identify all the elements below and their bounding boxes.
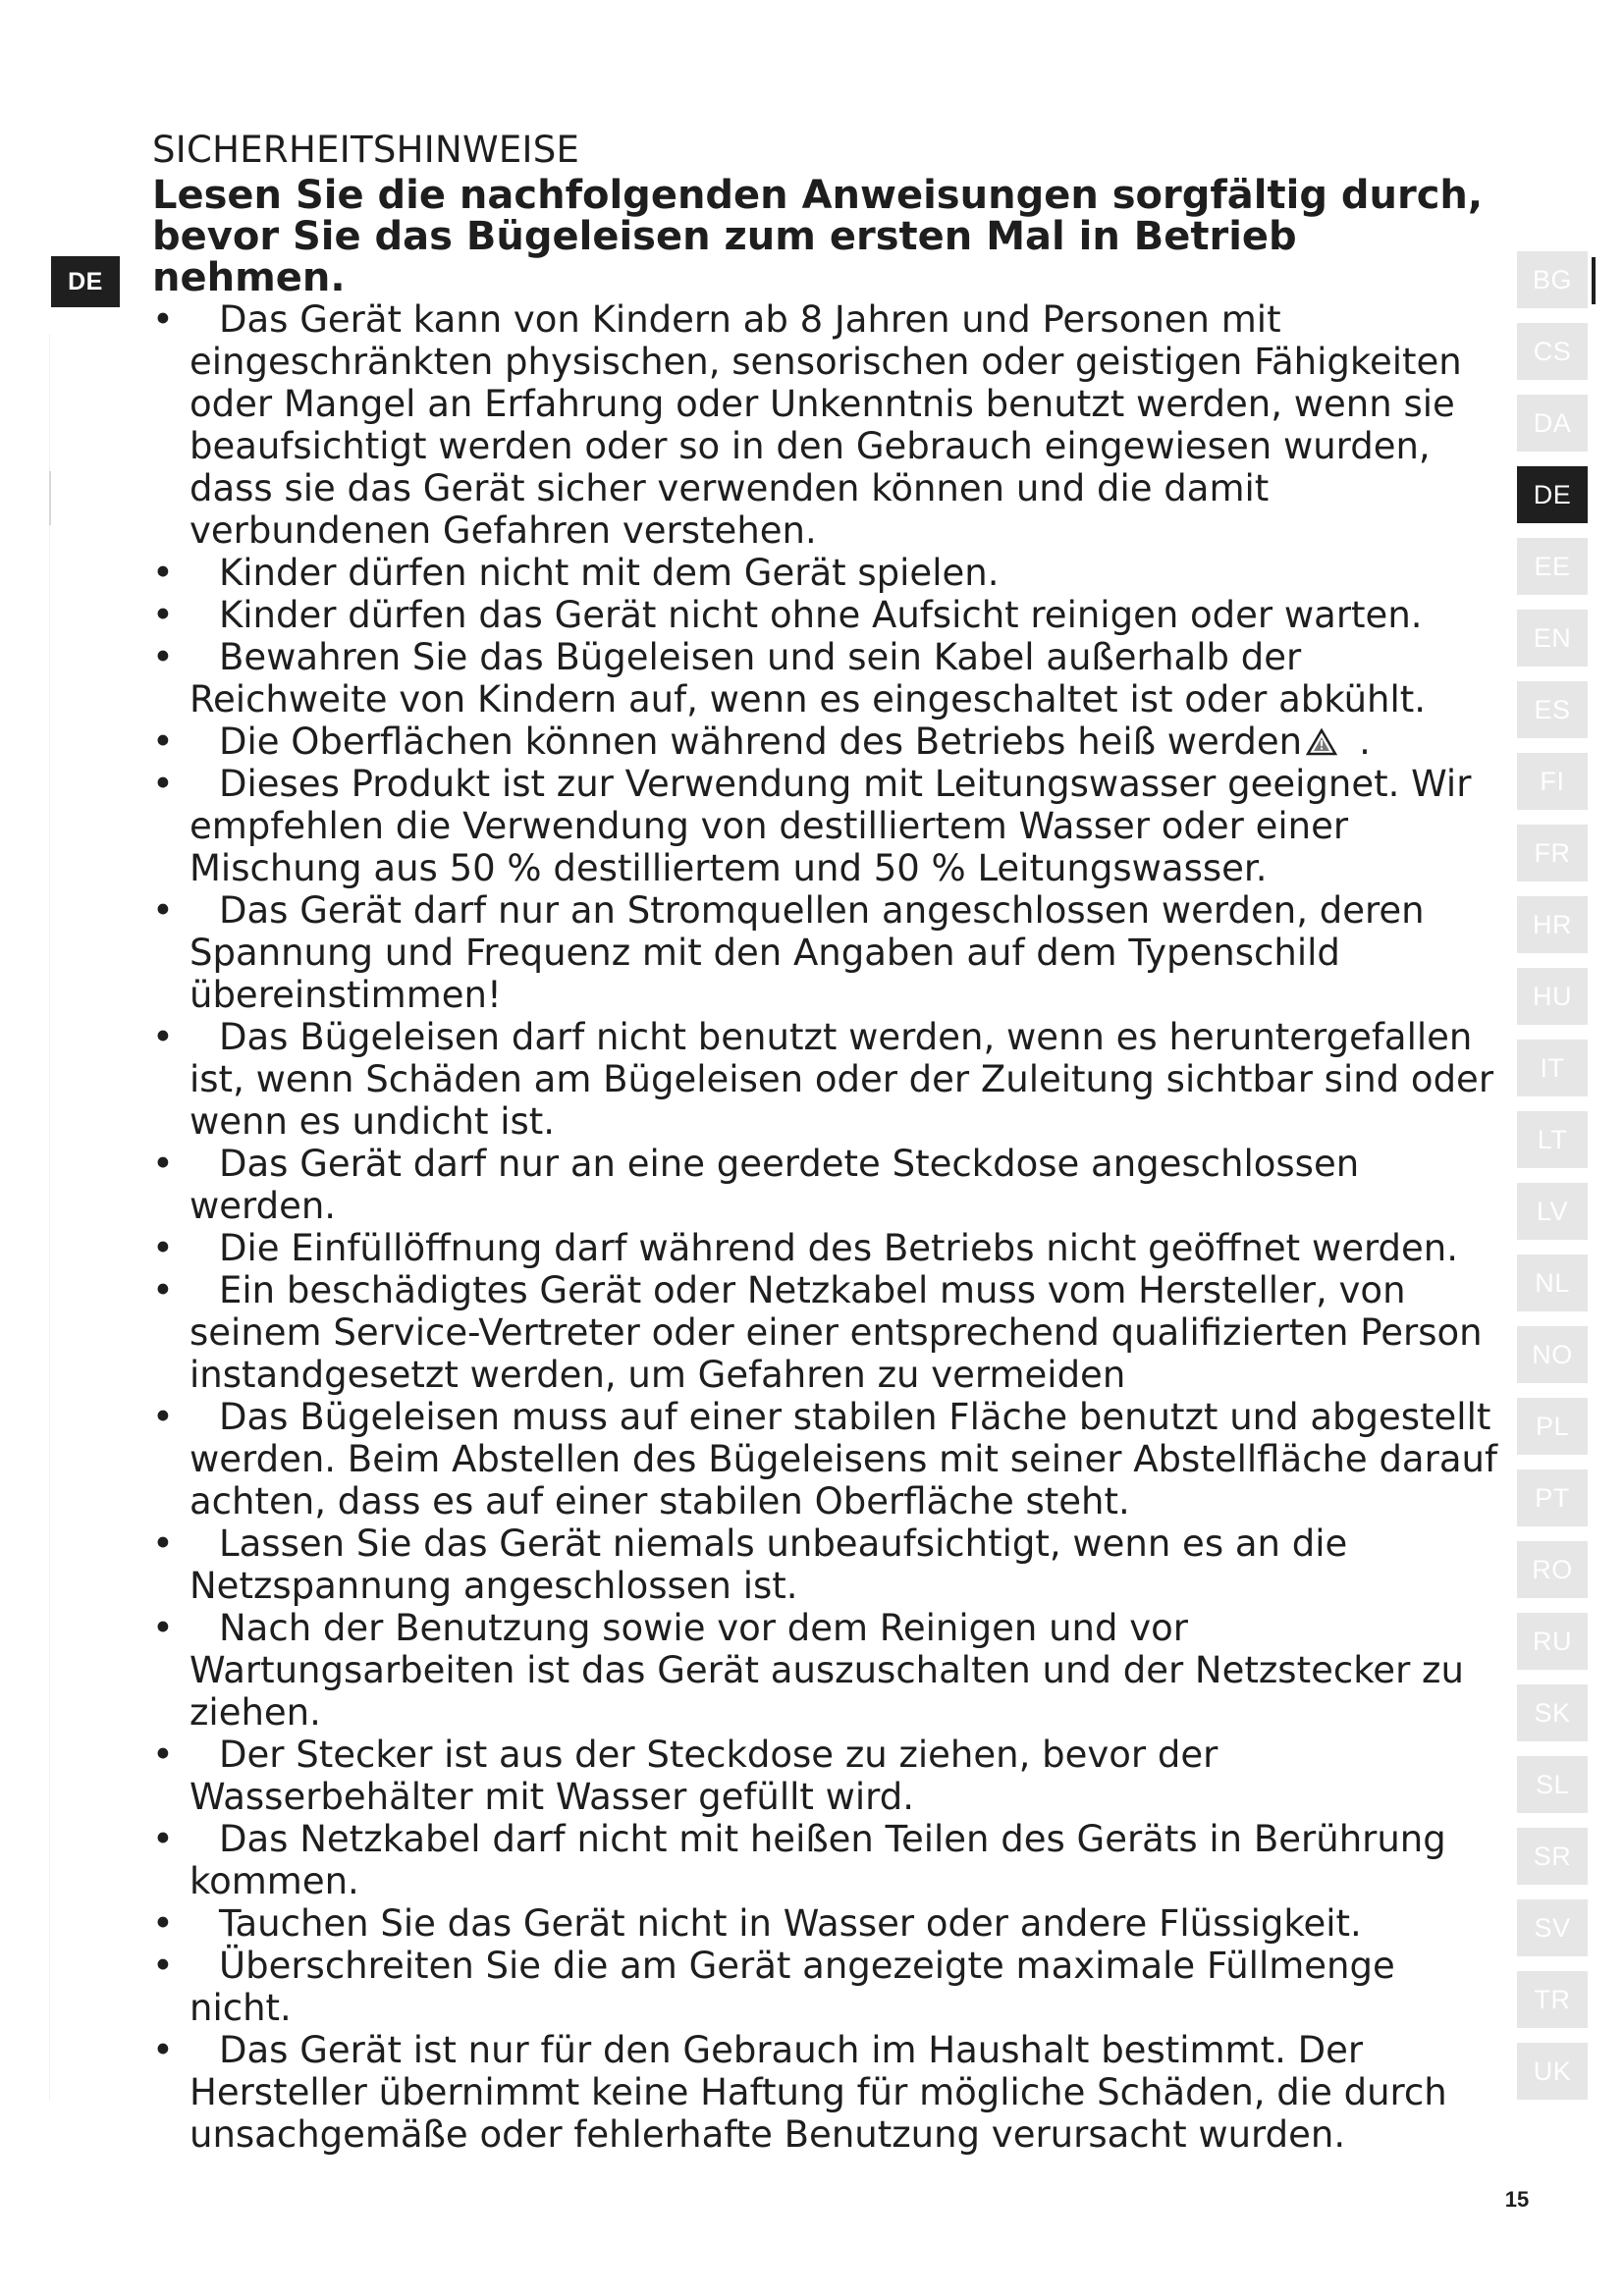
safety-rule-item <box>152 1522 1507 1607</box>
safety-rule-text: Kinder dürfen das Gerät nicht ohne Aufsicht reinigen oder warten. <box>219 594 1423 636</box>
safety-rule-text: Ein beschädigtes Gerät oder Netzkabel muss vom Hersteller, von seinem Service-Vertreter oder einer entsprechend qualifizierten Person instandgesetzt werden, um Gefahren zu vermeiden <box>189 1269 1483 1396</box>
language-tab-da[interactable]: DA <box>1517 395 1588 452</box>
language-tab-lt[interactable]: LT <box>1517 1111 1588 1168</box>
language-tab-it[interactable]: IT <box>1517 1040 1588 1096</box>
safety-rule-item <box>152 1818 1507 1902</box>
safety-rule-text: Das Bügeleisen muss auf einer stabilen Fläche benutzt und abgestellt werden. Beim Abstellen des Bügeleisens mit seiner Abstellfläche darauf achten, dass es auf einer stabilen Oberfläche steht. <box>189 1396 1497 1522</box>
language-tab-hu[interactable]: HU <box>1517 968 1588 1025</box>
intro-text: Lesen Sie die nachfolgenden Anweisungen sorgfältig durch, bevor Sie das Bügeleisen zum ersten Mal in Betrieb nehmen. <box>152 173 1484 300</box>
safety-section <box>152 128 1507 2156</box>
safety-rule-item <box>152 594 1507 636</box>
safety-rule-item <box>152 1945 1507 2029</box>
language-tab-ro[interactable]: RO <box>1517 1541 1588 1598</box>
language-tab-de[interactable]: DE <box>1517 466 1588 523</box>
language-tab-sl[interactable]: SL <box>1517 1756 1588 1813</box>
safety-rule-item <box>152 1016 1507 1143</box>
safety-rule-text: Kinder dürfen nicht mit dem Gerät spielen. <box>219 552 1000 594</box>
language-tab-sr[interactable]: SR <box>1517 1828 1588 1885</box>
safety-rule-text: Nach der Benutzung sowie vor dem Reinigen und vor Wartungsarbeiten ist das Gerät auszuschalten und der Netzstecker zu ziehen. <box>189 1607 1464 1734</box>
language-tab-hr[interactable]: HR <box>1517 896 1588 953</box>
page-number: 15 <box>1504 2187 1530 2212</box>
safety-rule-item <box>152 1902 1507 1945</box>
safety-rule-item <box>152 1607 1507 1734</box>
language-tab-sk[interactable]: SK <box>1517 1684 1588 1741</box>
safety-rule-text: Lassen Sie das Gerät niemals unbeaufsichtigt, wenn es an die Netzspannung angeschlossen ist. <box>189 1522 1348 1607</box>
safety-rule-text: Die Einfüllöffnung darf während des Betriebs nicht geöffnet werden. <box>219 1227 1458 1269</box>
safety-rule-item <box>152 2029 1507 2156</box>
safety-rule-text: Das Bügeleisen darf nicht benutzt werden, wenn es heruntergefallen ist, wenn Schäden am Bügeleisen oder der Zuleitung sichtbar sind oder wenn es undicht ist. <box>189 1016 1494 1143</box>
safety-rule-text: Tauchen Sie das Gerät nicht in Wasser oder andere Flüssigkeit. <box>219 1902 1362 1945</box>
safety-rules-list <box>152 298 1507 2156</box>
language-tab-fi[interactable]: FI <box>1517 753 1588 810</box>
safety-rule-text: Das Gerät darf nur an Stromquellen angeschlossen werden, deren Spannung und Frequenz mit den Angaben auf dem Typenschild übereinstimmen! <box>189 889 1425 1016</box>
safety-rule-suffix: . <box>1359 721 1371 763</box>
safety-rule-text: Die Oberflächen können während des Betriebs heiß werden <box>219 721 1303 763</box>
safety-rule-item <box>152 636 1507 721</box>
language-tab-uk[interactable]: UK <box>1517 2043 1588 2100</box>
safety-rule-item <box>152 1143 1507 1227</box>
language-tab-tr[interactable]: TR <box>1517 1971 1588 2028</box>
active-tab-marker <box>1592 257 1596 304</box>
safety-rule-text: Bewahren Sie das Bügeleisen und sein Kabel außerhalb der Reichweite von Kindern auf, wenn es eingeschaltet ist oder abkühlt. <box>189 636 1427 721</box>
safety-rule-text: Das Gerät ist nur für den Gebrauch im Haushalt bestimmt. Der Hersteller übernimmt keine Haftung für mögliche Schäden, die durch unsachgemäße oder fehlerhafte Benutzung verursacht wurden. <box>189 2029 1447 2156</box>
safety-rule-item <box>152 1396 1507 1522</box>
language-tab-pt[interactable]: PT <box>1517 1469 1588 1526</box>
safety-rule-item <box>152 721 1507 763</box>
warning-triangle-icon <box>1306 728 1337 756</box>
safety-rule-text: Das Netzkabel darf nicht mit heißen Teilen des Geräts in Berührung kommen. <box>189 1818 1446 1902</box>
current-language-badge: DE <box>51 256 120 307</box>
language-tab-sv[interactable]: SV <box>1517 1899 1588 1956</box>
section-title: SICHERHEITSHINWEISE <box>152 129 580 171</box>
safety-rule-item <box>152 889 1507 1016</box>
safety-rule-text: Das Gerät darf nur an eine geerdete Steckdose angeschlossen werden. <box>189 1143 1360 1227</box>
language-tab-lv[interactable]: LV <box>1517 1183 1588 1240</box>
safety-rule-item <box>152 1269 1507 1396</box>
page-edge-line <box>49 334 50 2101</box>
language-tabs <box>1517 251 1588 2114</box>
language-tab-bg[interactable]: BG <box>1517 251 1588 308</box>
safety-rule-item <box>152 552 1507 594</box>
safety-rule-item <box>152 1734 1507 1818</box>
safety-rule-text: Dieses Produkt ist zur Verwendung mit Leitungswasser geeignet. Wir empfehlen die Verwendung von destilliertem Wasser oder einer Mischung aus 50 % destilliertem und 50 % Leitungswasser. <box>189 763 1472 889</box>
language-tab-no[interactable]: NO <box>1517 1326 1588 1383</box>
safety-rule-text: Überschreiten Sie die am Gerät angezeigte maximale Füllmenge nicht. <box>189 1945 1395 2029</box>
language-tab-ru[interactable]: RU <box>1517 1613 1588 1670</box>
safety-rule-item <box>152 298 1507 552</box>
safety-rule-item <box>152 1227 1507 1269</box>
language-tab-nl[interactable]: NL <box>1517 1255 1588 1311</box>
language-tab-en[interactable]: EN <box>1517 610 1588 667</box>
language-tab-fr[interactable]: FR <box>1517 825 1588 881</box>
language-tab-cs[interactable]: CS <box>1517 323 1588 380</box>
page-edge-mark <box>49 471 51 525</box>
safety-rule-text: Der Stecker ist aus der Steckdose zu ziehen, bevor der Wasserbehälter mit Wasser gefüllt wird. <box>189 1734 1218 1818</box>
language-tab-es[interactable]: ES <box>1517 681 1588 738</box>
safety-rule-text: Das Gerät kann von Kindern ab 8 Jahren und Personen mit eingeschränkten physischen, sensorischen oder geistigen Fähigkeiten oder Mangel an Erfahrung oder Unkenntnis benutzt werden, wenn sie beaufsichtigt werden oder so in den Gebrauch eingewiesen wurden, dass sie das Gerät sicher verwenden können und die damit verbundenen Gefahren verstehen. <box>189 298 1462 552</box>
safety-rule-item <box>152 763 1507 889</box>
language-tab-ee[interactable]: EE <box>1517 538 1588 595</box>
language-tab-pl[interactable]: PL <box>1517 1398 1588 1455</box>
